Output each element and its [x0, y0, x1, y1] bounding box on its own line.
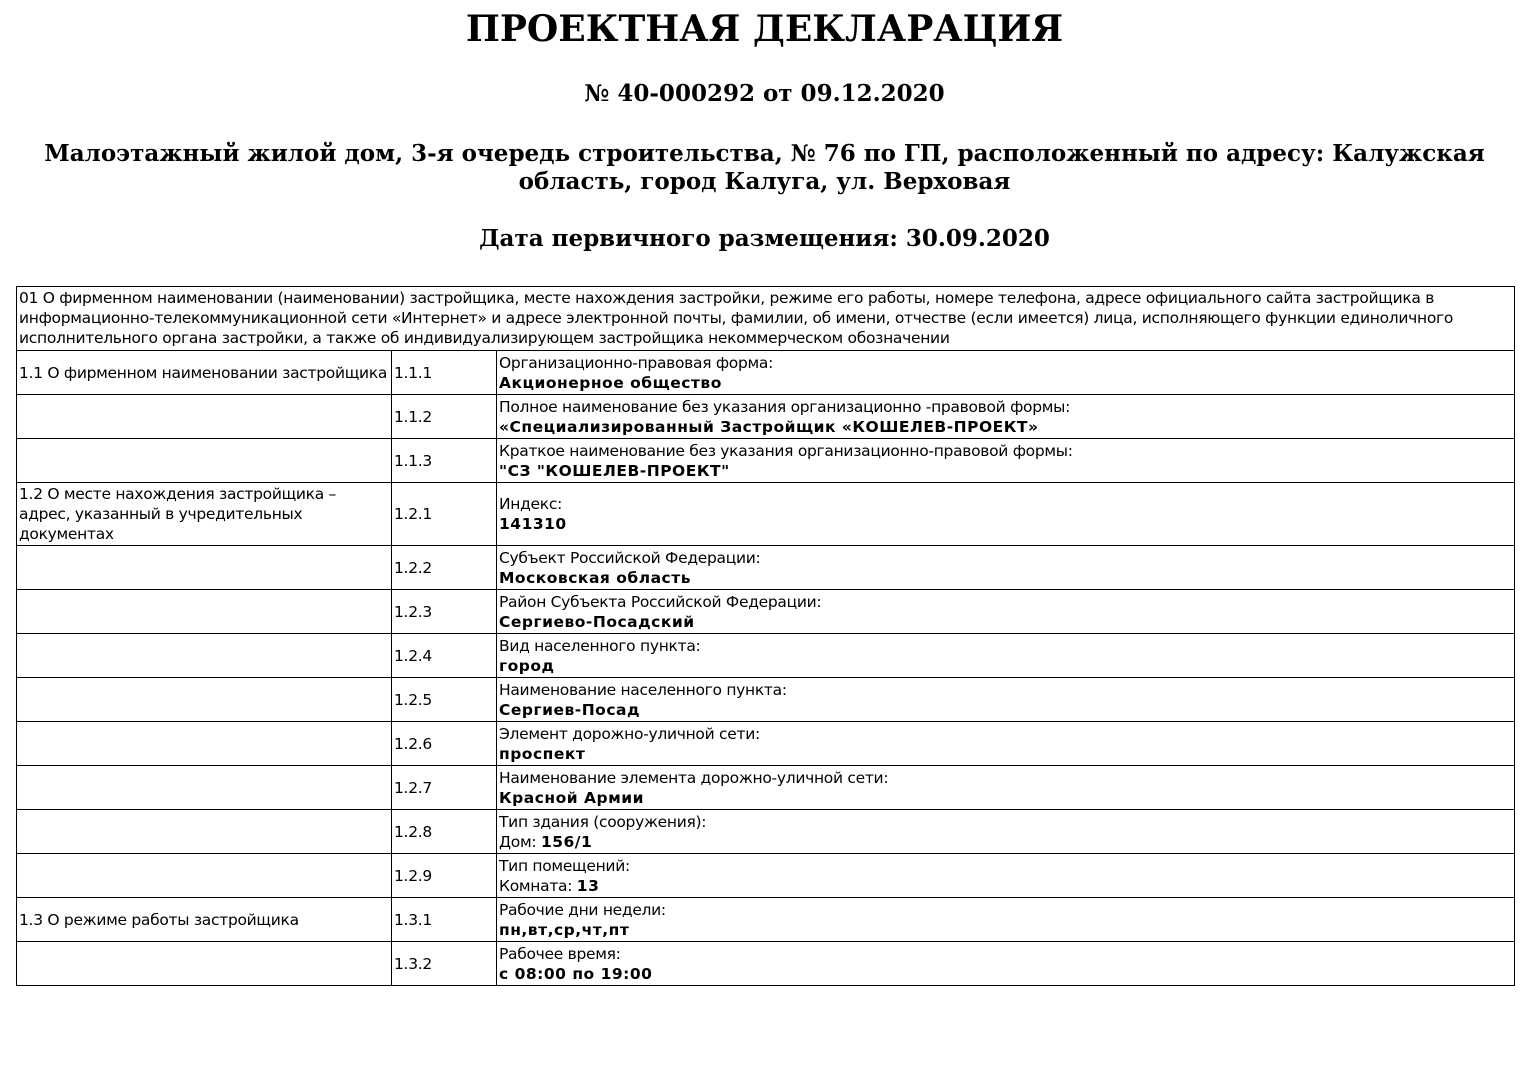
- value-cell: [497, 678, 1515, 722]
- code-cell: 1.2.2: [392, 546, 497, 590]
- field-label: Наименование населенного пункта:: [499, 680, 787, 699]
- field-value-text: 141310: [499, 515, 567, 533]
- field-label: Полное наименование без указания организационно -правовой формы:: [499, 397, 1071, 416]
- field-label: Тип помещений:: [499, 856, 630, 875]
- field-value: [499, 418, 1039, 436]
- group-cell: 1.2 О месте нахождения застройщика – адрес, указанный в учредительных документах: [17, 483, 392, 546]
- value-cell: [497, 898, 1515, 942]
- code-cell: 1.2.8: [392, 810, 497, 854]
- group-cell: [17, 590, 392, 634]
- field-label: Тип здания (сооружения):: [499, 812, 707, 831]
- table-row: [17, 942, 1515, 986]
- value-cell: [497, 634, 1515, 678]
- value-cell: [497, 942, 1515, 986]
- field-value: [499, 701, 640, 719]
- code-cell: 1.2.7: [392, 766, 497, 810]
- table-row: [17, 590, 1515, 634]
- value-cell: [497, 546, 1515, 590]
- value-cell: [497, 590, 1515, 634]
- field-value: [499, 657, 555, 675]
- code-cell: 1.2.3: [392, 590, 497, 634]
- group-cell: [17, 634, 392, 678]
- field-value: [499, 745, 585, 763]
- group-cell: 1.1 О фирменном наименовании застройщика: [17, 351, 392, 395]
- group-cell: [17, 722, 392, 766]
- group-cell: [17, 439, 392, 483]
- group-cell: [17, 854, 392, 898]
- table-row: [17, 351, 1515, 395]
- field-value: [499, 789, 644, 807]
- document-title: ПРОЕКТНАЯ ДЕКЛАРАЦИЯ: [465, 8, 1064, 50]
- table-row: [17, 898, 1515, 942]
- field-value-text: город: [499, 656, 555, 675]
- object-description: Малоэтажный жилой дом, 3-я очередь строительства, № 76 по ГП, расположенный по адресу: Калужская область, город Калуга, ул. Верховая: [44, 140, 1485, 195]
- field-value: [499, 877, 599, 895]
- field-label: Рабочие дни недели:: [499, 900, 666, 919]
- table-row: [17, 766, 1515, 810]
- code-cell: 1.1.3: [392, 439, 497, 483]
- field-value: [499, 462, 730, 480]
- field-value-text: 13: [576, 876, 600, 895]
- declaration-table: [16, 286, 1515, 986]
- field-value: [499, 613, 695, 631]
- field-value-text: "СЗ "КОШЕЛЕВ-ПРОЕКТ": [499, 461, 730, 480]
- value-cell: [497, 351, 1515, 395]
- field-value: [499, 569, 691, 587]
- value-cell: [497, 810, 1515, 854]
- field-value-prefix: Дом:: [499, 832, 541, 851]
- field-label: Субъект Российской Федерации:: [499, 548, 761, 567]
- table-row: [17, 854, 1515, 898]
- field-value-text: Красной Армии: [499, 788, 645, 807]
- value-cell: [497, 395, 1515, 439]
- declaration-number: № 40-000292 от 09.12.2020: [584, 80, 945, 107]
- field-label: Краткое наименование без указания организационно-правовой формы:: [499, 441, 1073, 460]
- code-cell: 1.2.9: [392, 854, 497, 898]
- code-cell: 1.3.1: [392, 898, 497, 942]
- table-row: [17, 810, 1515, 854]
- table-row: [17, 634, 1515, 678]
- code-cell: 1.3.2: [392, 942, 497, 986]
- table-row: [17, 439, 1515, 483]
- table-row: [17, 678, 1515, 722]
- field-value-text: «Специализированный Застройщик «КОШЕЛЕВ-ПРОЕКТ»: [499, 417, 1039, 436]
- field-value-text: Московская область: [499, 568, 692, 587]
- value-cell: [497, 439, 1515, 483]
- value-cell: [497, 483, 1515, 546]
- field-label: Вид населенного пункта:: [499, 636, 701, 655]
- field-value-text: пн,вт,ср,чт,пт: [499, 920, 630, 939]
- code-cell: 1.1.1: [392, 351, 497, 395]
- field-value-text: Акционерное общество: [499, 373, 722, 392]
- code-cell: 1.2.1: [392, 483, 497, 546]
- group-cell: [17, 942, 392, 986]
- field-value-text: 156/1: [540, 832, 593, 851]
- code-cell: 1.1.2: [392, 395, 497, 439]
- table-row: [17, 395, 1515, 439]
- code-cell: 1.2.5: [392, 678, 497, 722]
- field-value: [499, 374, 722, 392]
- field-value: [499, 515, 567, 533]
- first-publication-date: Дата первичного размещения: 30.09.2020: [479, 225, 1050, 252]
- group-cell: 1.3 О режиме работы застройщика: [17, 898, 392, 942]
- section-header-row: [17, 287, 1515, 351]
- value-cell: [497, 766, 1515, 810]
- field-value: [499, 965, 652, 983]
- field-label: Организационно-правовая форма:: [499, 353, 774, 372]
- group-cell: [17, 766, 392, 810]
- group-cell: [17, 546, 392, 590]
- section-title: 01 О фирменном наименовании (наименовании) застройщика, месте нахождения застройки, режиме его работы, номере телефона, адресе официального сайта застройщика в информационно-телекоммуникационной сети «Интернет» и адресе электронной почты, фамилии, об имени, отчестве (если имеется) лица, исполняющего функции единоличного исполнительного органа застройки, а также об индивидуализирующем застройщика некоммерческом обозначении: [17, 287, 1515, 351]
- field-label: Элемент дорожно-уличной сети:: [499, 724, 760, 743]
- field-value-text: Сергиево-Посадский: [499, 612, 695, 631]
- table-row: [17, 483, 1515, 546]
- field-label: Индекс:: [499, 495, 562, 513]
- field-value-text: Сергиев-Посад: [499, 700, 640, 719]
- field-label: Наименование элемента дорожно-уличной сети:: [499, 768, 889, 787]
- group-cell: [17, 678, 392, 722]
- code-cell: 1.2.6: [392, 722, 497, 766]
- field-value-prefix: Комната:: [499, 876, 577, 895]
- code-cell: 1.2.4: [392, 634, 497, 678]
- field-value: [499, 921, 629, 939]
- field-label: Рабочее время:: [499, 944, 621, 963]
- table-row: [17, 546, 1515, 590]
- group-cell: [17, 810, 392, 854]
- group-cell: [17, 395, 392, 439]
- value-cell: [497, 854, 1515, 898]
- field-value-text: проспект: [499, 744, 586, 763]
- field-value: [499, 833, 592, 851]
- field-value-text: с 08:00 по 19:00: [499, 964, 653, 983]
- table-row: [17, 722, 1515, 766]
- value-cell: [497, 722, 1515, 766]
- field-label: Район Субъекта Российской Федерации:: [499, 592, 822, 611]
